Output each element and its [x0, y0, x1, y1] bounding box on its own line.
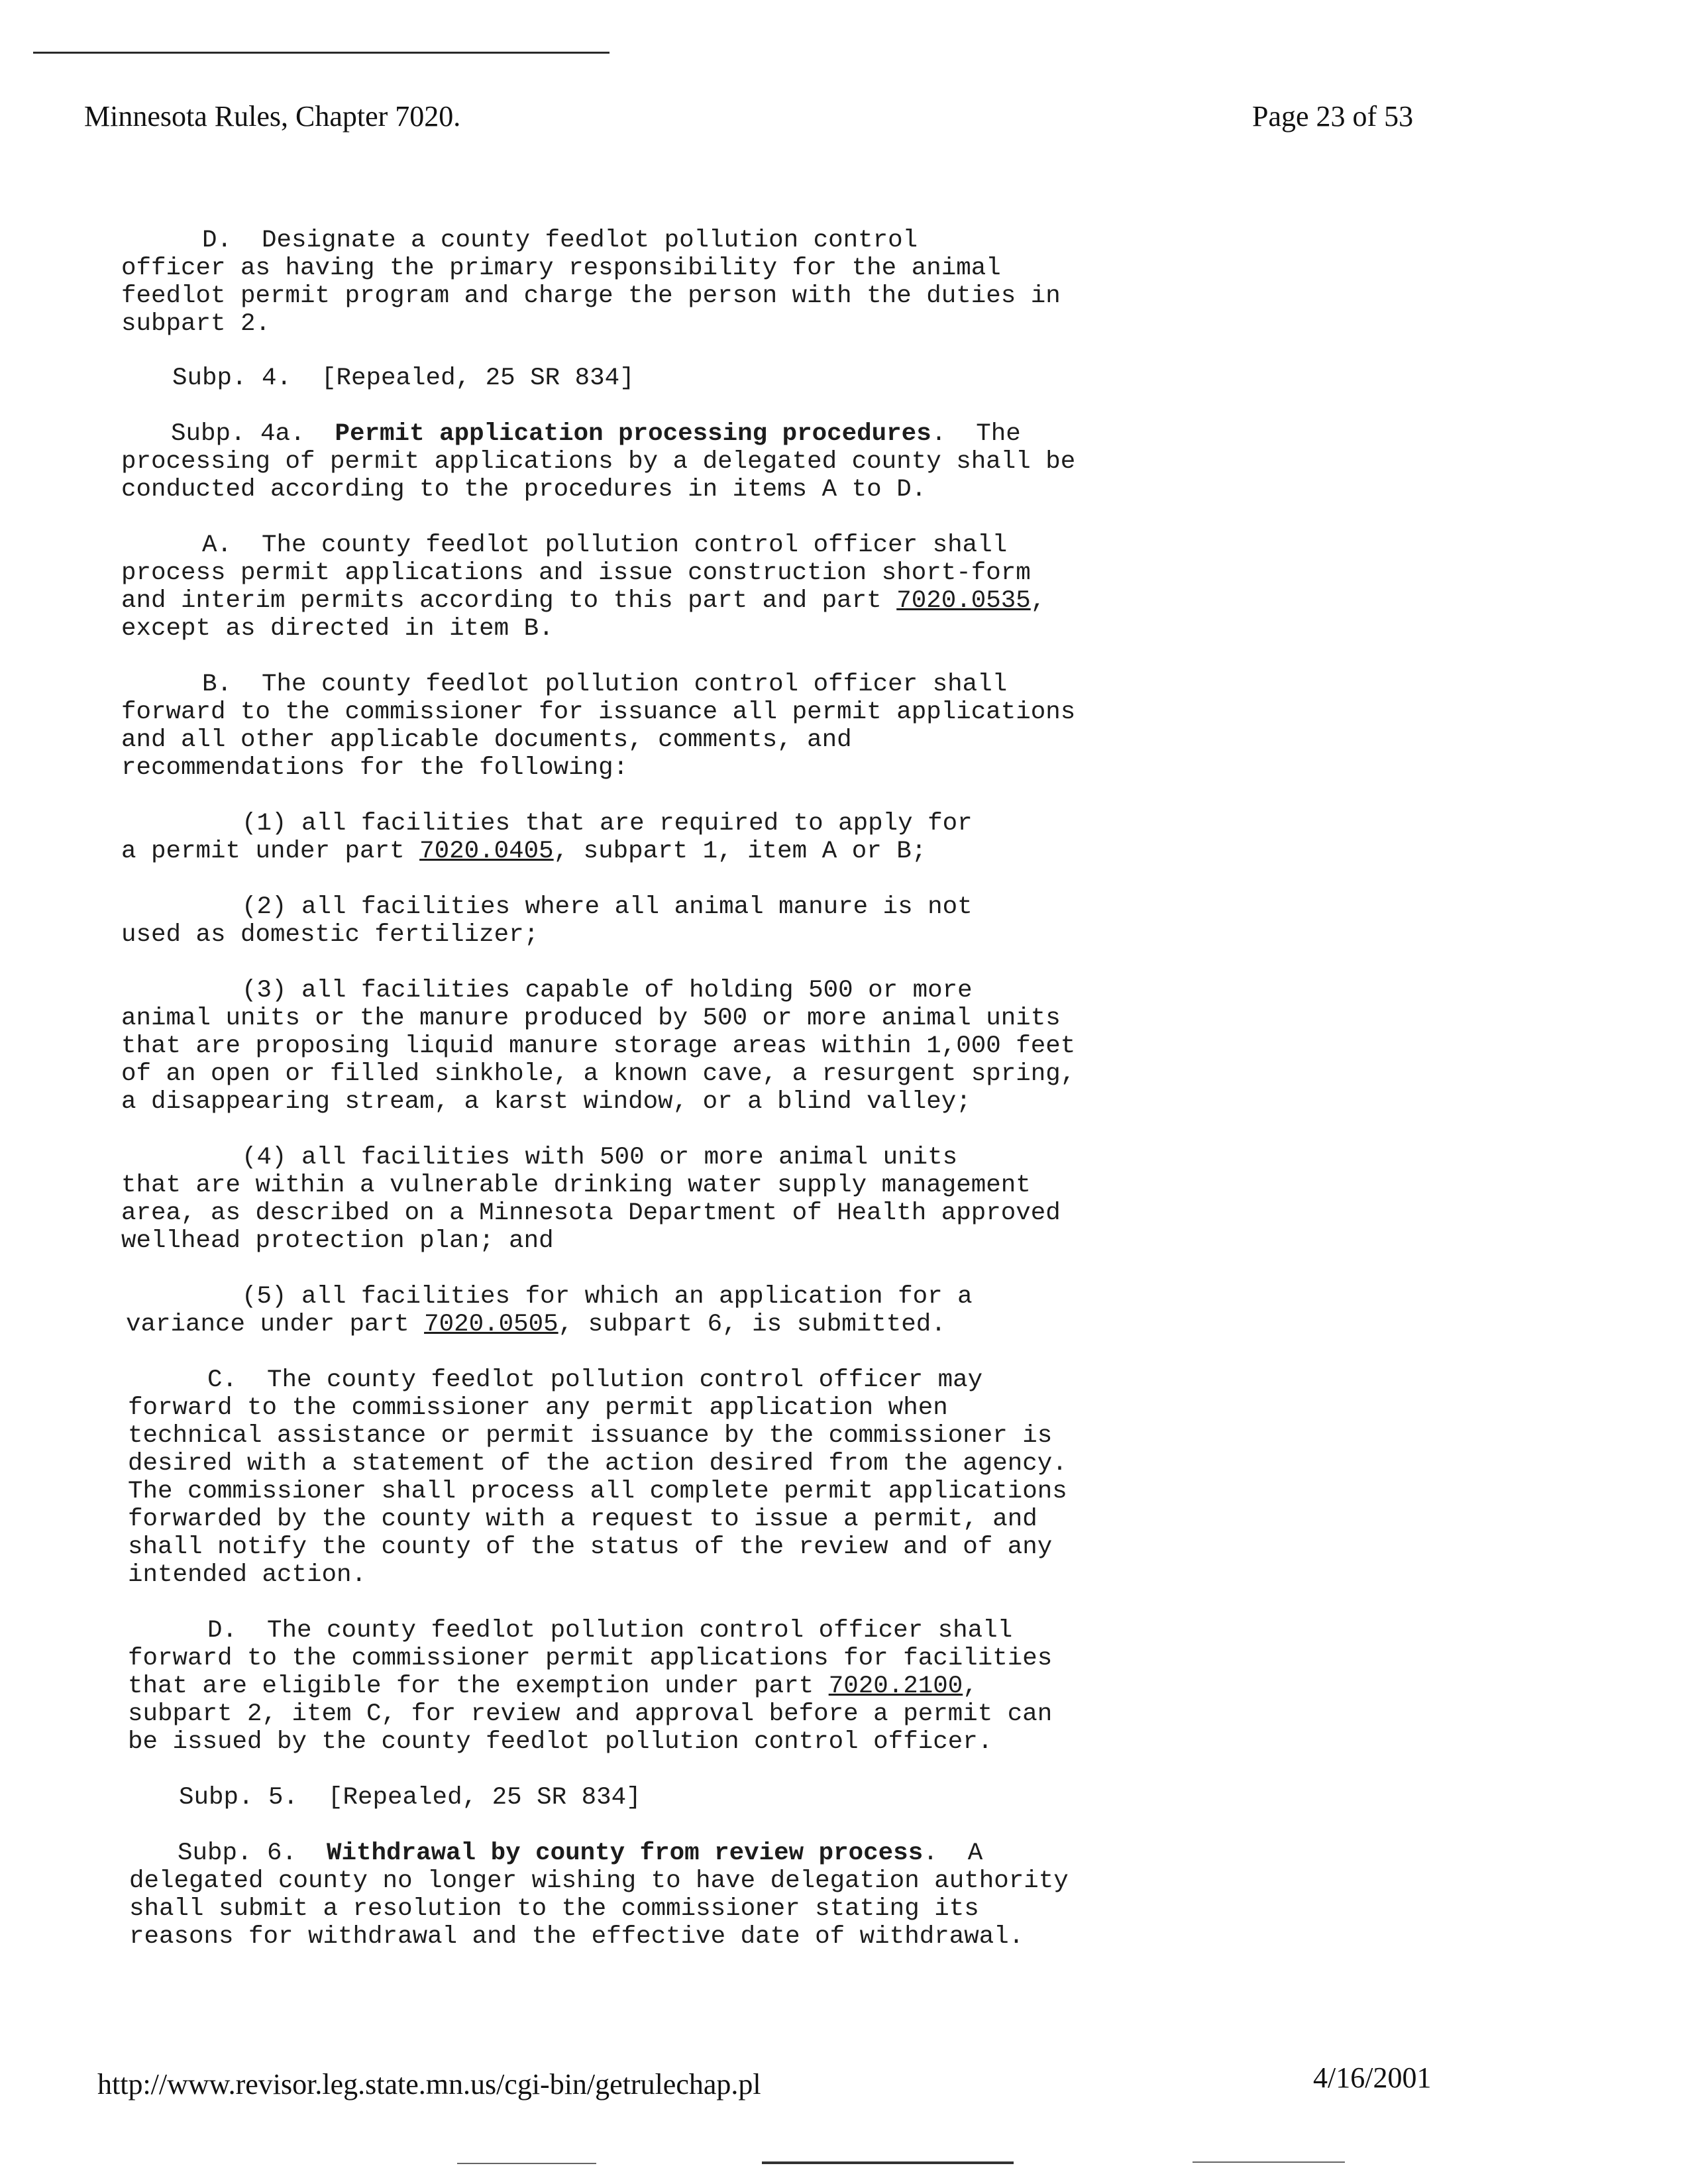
paragraph-line: The commissioner shall process all complete permit applications — [128, 1478, 1067, 1505]
paragraph-line: area, as described on a Minnesota Department of Health approved — [121, 1199, 1061, 1227]
paragraph-line: forward to the commissioner permit applications for facilities — [128, 1645, 1053, 1672]
paragraph-line: forward to the commissioner for issuance all permit applications — [121, 698, 1076, 726]
paragraph-line: forward to the commissioner any permit application when — [128, 1394, 948, 1422]
paragraph-line: that are within a vulnerable drinking water supply management — [121, 1172, 1031, 1199]
page-number: Page 23 of 53 — [1252, 100, 1414, 133]
rule-link-7020-0535[interactable]: 7020.0535 — [896, 587, 1031, 615]
rule-link-7020-0405[interactable]: 7020.0405 — [419, 838, 554, 865]
paragraph-line: (1) all facilities that are required to apply for — [242, 810, 973, 838]
paragraph-line: used as domestic fertilizer; — [121, 921, 539, 949]
paragraph-line: that are eligible for the exemption under part 7020.2100, — [128, 1672, 978, 1700]
print-date: 4/16/2001 — [1313, 2061, 1432, 2094]
paragraph-line: shall notify the county of the status of the review and of any — [128, 1533, 1053, 1561]
scan-artifact — [762, 2161, 1014, 2164]
paragraph-line: shall submit a resolution to the commissioner stating its — [129, 1895, 979, 1923]
paragraph-line: (2) all facilities where all animal manure is not — [242, 893, 973, 921]
subpart-4a-heading: Subp. 4a. Permit application processing procedures. The — [171, 420, 1021, 448]
rule-link-7020-0505[interactable]: 7020.0505 — [424, 1311, 558, 1338]
source-url[interactable]: http://www.revisor.leg.state.mn.us/cgi-bin/getrulechap.pl — [97, 2068, 761, 2101]
paragraph-line: B. The county feedlot pollution control officer shall — [202, 671, 1008, 698]
paragraph-line: D. Designate a county feedlot pollution control — [202, 227, 918, 254]
paragraph-line: (5) all facilities for which an application for a — [242, 1283, 973, 1311]
paragraph-line: conducted according to the procedures in items A to D. — [121, 476, 927, 504]
subpart-6-heading: Subp. 6. Withdrawal by county from review process. A — [178, 1839, 983, 1867]
paragraph-line: wellhead protection plan; and — [121, 1227, 554, 1255]
paragraph-line: (3) all facilities capable of holding 500 or more — [242, 977, 973, 1005]
paragraph-line: a disappearing stream, a karst window, or a blind valley; — [121, 1088, 971, 1116]
paragraph-line: animal units or the manure produced by 500 or more animal units — [121, 1005, 1061, 1032]
paragraph-line: of an open or filled sinkhole, a known cave, a resurgent spring, — [121, 1060, 1076, 1088]
paragraph-line: process permit applications and issue construction short-form — [121, 559, 1031, 587]
paragraph-line: subpart 2, item C, for review and approval before a permit can — [128, 1700, 1053, 1728]
subpart-5: Subp. 5. [Repealed, 25 SR 834] — [179, 1784, 641, 1812]
paragraph-line: A. The county feedlot pollution control officer shall — [202, 531, 1008, 559]
paragraph-line: intended action. — [128, 1561, 367, 1589]
paragraph-line: subpart 2. — [121, 310, 271, 338]
paragraph-line: delegated county no longer wishing to have delegation authority — [129, 1867, 1069, 1895]
subpart-4: Subp. 4. [Repealed, 25 SR 834] — [172, 364, 635, 392]
paragraph-line: reasons for withdrawal and the effective date of withdrawal. — [129, 1923, 1024, 1951]
paragraph-line: processing of permit applications by a delegated county shall be — [121, 448, 1076, 476]
paragraph-line: desired with a statement of the action desired from the agency. — [128, 1450, 1067, 1478]
section-heading: Withdrawal by county from review process — [327, 1839, 924, 1867]
scan-artifact — [1192, 2161, 1345, 2163]
paragraph-line: (4) all facilities with 500 or more animal units — [242, 1144, 958, 1172]
paragraph-line: C. The county feedlot pollution control officer may — [207, 1366, 983, 1394]
document-title: Minnesota Rules, Chapter 7020. — [84, 100, 461, 133]
paragraph-line: except as directed in item B. — [121, 615, 554, 643]
paragraph-line: recommendations for the following: — [121, 754, 629, 782]
paragraph-line: feedlot permit program and charge the person with the duties in — [121, 282, 1061, 310]
paragraph-line: forwarded by the county with a request to issue a permit, and — [128, 1505, 1037, 1533]
section-heading: Permit application processing procedures — [335, 420, 931, 448]
paragraph-line: that are proposing liquid manure storage areas within 1,000 feet — [121, 1032, 1076, 1060]
paragraph-line: variance under part 7020.0505, subpart 6, is submitted. — [126, 1311, 946, 1338]
paragraph-line: be issued by the county feedlot pollution control officer. — [128, 1728, 993, 1756]
paragraph-line: a permit under part 7020.0405, subpart 1, item A or B; — [121, 838, 927, 865]
scan-artifact — [457, 2163, 596, 2164]
paragraph-line: technical assistance or permit issuance by the commissioner is — [128, 1422, 1053, 1450]
paragraph-line: and all other applicable documents, comments, and — [121, 726, 852, 754]
paragraph-line: officer as having the primary responsibility for the animal — [121, 254, 1001, 282]
paragraph-line: and interim permits according to this part and part 7020.0535, — [121, 587, 1046, 615]
rule-link-7020-2100[interactable]: 7020.2100 — [828, 1672, 963, 1700]
paragraph-line: D. The county feedlot pollution control officer shall — [207, 1617, 1013, 1645]
